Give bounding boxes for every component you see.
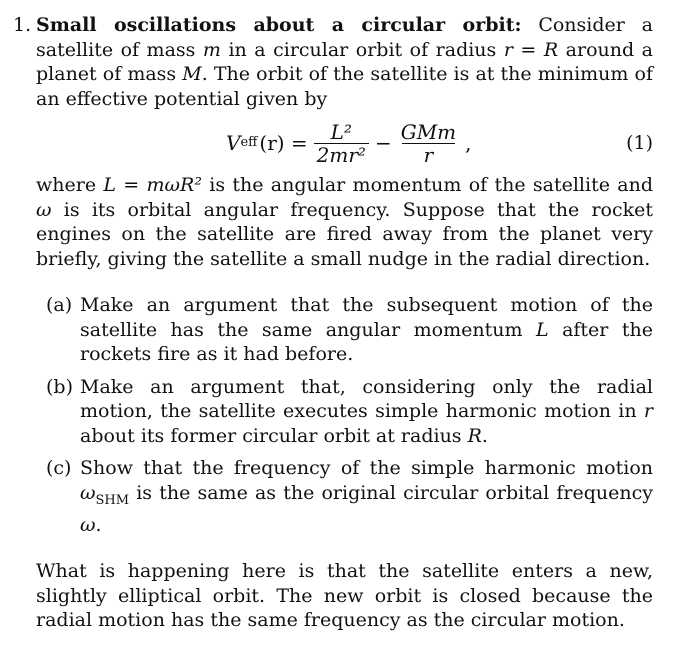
frac2-denominator: r: [402, 143, 456, 166]
part-a-text-1: Make an argument that the subsequent motion of the satellite has the same angular momentum: [80, 294, 653, 341]
angular-momentum-expr: L = mωR²: [103, 174, 202, 196]
intro-paragraph: [36, 13, 653, 111]
part-c-text-1: Show that the frequency of the simple harmonic motion: [80, 457, 653, 479]
part-a: [36, 293, 653, 367]
symbol-equals: =: [512, 38, 544, 61]
part-c-symbol-omega-2: ω: [80, 513, 96, 536]
part-c: [36, 456, 653, 537]
part-b: [36, 375, 653, 449]
eq-lhs-subscript: eff: [240, 134, 258, 150]
closing-paragraph: What is happening here is that the satellite enters a new, slightly elliptical orbit. The new orbit is closed because the radial motion has the same frequency as the circular motion.: [36, 560, 653, 632]
part-b-text-1: Make an argument that, considering only the radial motion, the satellite executes simple harmonic motion in: [80, 375, 653, 422]
problem-number: 1.: [13, 14, 32, 36]
after-eq-text-1: where: [36, 174, 104, 196]
part-b-symbol-r: r: [643, 400, 653, 422]
symbol-m: m: [202, 38, 221, 61]
problem-1: [13, 13, 653, 652]
symbol-omega: ω: [36, 198, 52, 221]
frac1-numerator: L²: [330, 119, 352, 144]
part-b-text-3: .: [481, 424, 488, 447]
sub-questions: [36, 293, 653, 537]
eq-lhs-arg: (r) =: [259, 130, 308, 155]
frac2-numerator: GMm: [400, 119, 457, 144]
symbol-M: M: [182, 63, 202, 85]
part-b-symbol-R: R: [467, 424, 482, 447]
part-c-text-3: .: [95, 513, 102, 536]
part-b-label: (b): [46, 375, 73, 398]
intro-text-3: around a planet of mass: [36, 38, 653, 85]
after-eq-text-2: is the angular momentum of the satellite and: [201, 174, 653, 196]
part-c-text-2: is the same as the original circular orbital frequency: [129, 481, 653, 504]
intro-text-1: Consider a satellite of mass: [36, 14, 653, 61]
fraction-gravity: [398, 121, 459, 166]
symbol-r: r: [503, 38, 513, 61]
after-eq-text-3: is its orbital angular frequency. Suppose that the rocket engines on the satellite are fired away from the planet very briefly, giving the satellite a small nudge in the radial direction.: [36, 198, 653, 270]
problem-title: Small oscillations about a circular orbit:: [36, 14, 522, 36]
problem-body: [36, 13, 653, 633]
intro-text-4: . The orbit of the satellite is at the minimum of an effective potential given by: [36, 63, 653, 110]
equation-number: (1): [626, 132, 653, 154]
equation-1: [36, 115, 653, 171]
part-c-symbol-omega: ω: [80, 481, 96, 504]
eq-lhs: V: [226, 130, 241, 155]
symbol-R: R: [543, 38, 559, 61]
part-a-symbol: L: [535, 318, 549, 341]
frac1-denominator: 2mr²: [314, 143, 369, 166]
eq-minus: −: [374, 130, 392, 155]
effective-potential-equation: [226, 115, 472, 171]
part-c-label: (c): [46, 457, 72, 479]
part-a-label: (a): [46, 294, 73, 316]
fraction-kinetic: [314, 121, 369, 166]
part-b-text-2: about its former circular orbit at radius: [80, 424, 468, 447]
after-equation-paragraph: [36, 173, 653, 271]
eq-comma: ,: [465, 130, 472, 155]
part-a-text-2: after the rockets fire as it had before.: [80, 318, 653, 365]
part-c-subscript: SHM: [95, 492, 130, 508]
intro-text-2: in a circular orbit of radius: [220, 38, 504, 61]
